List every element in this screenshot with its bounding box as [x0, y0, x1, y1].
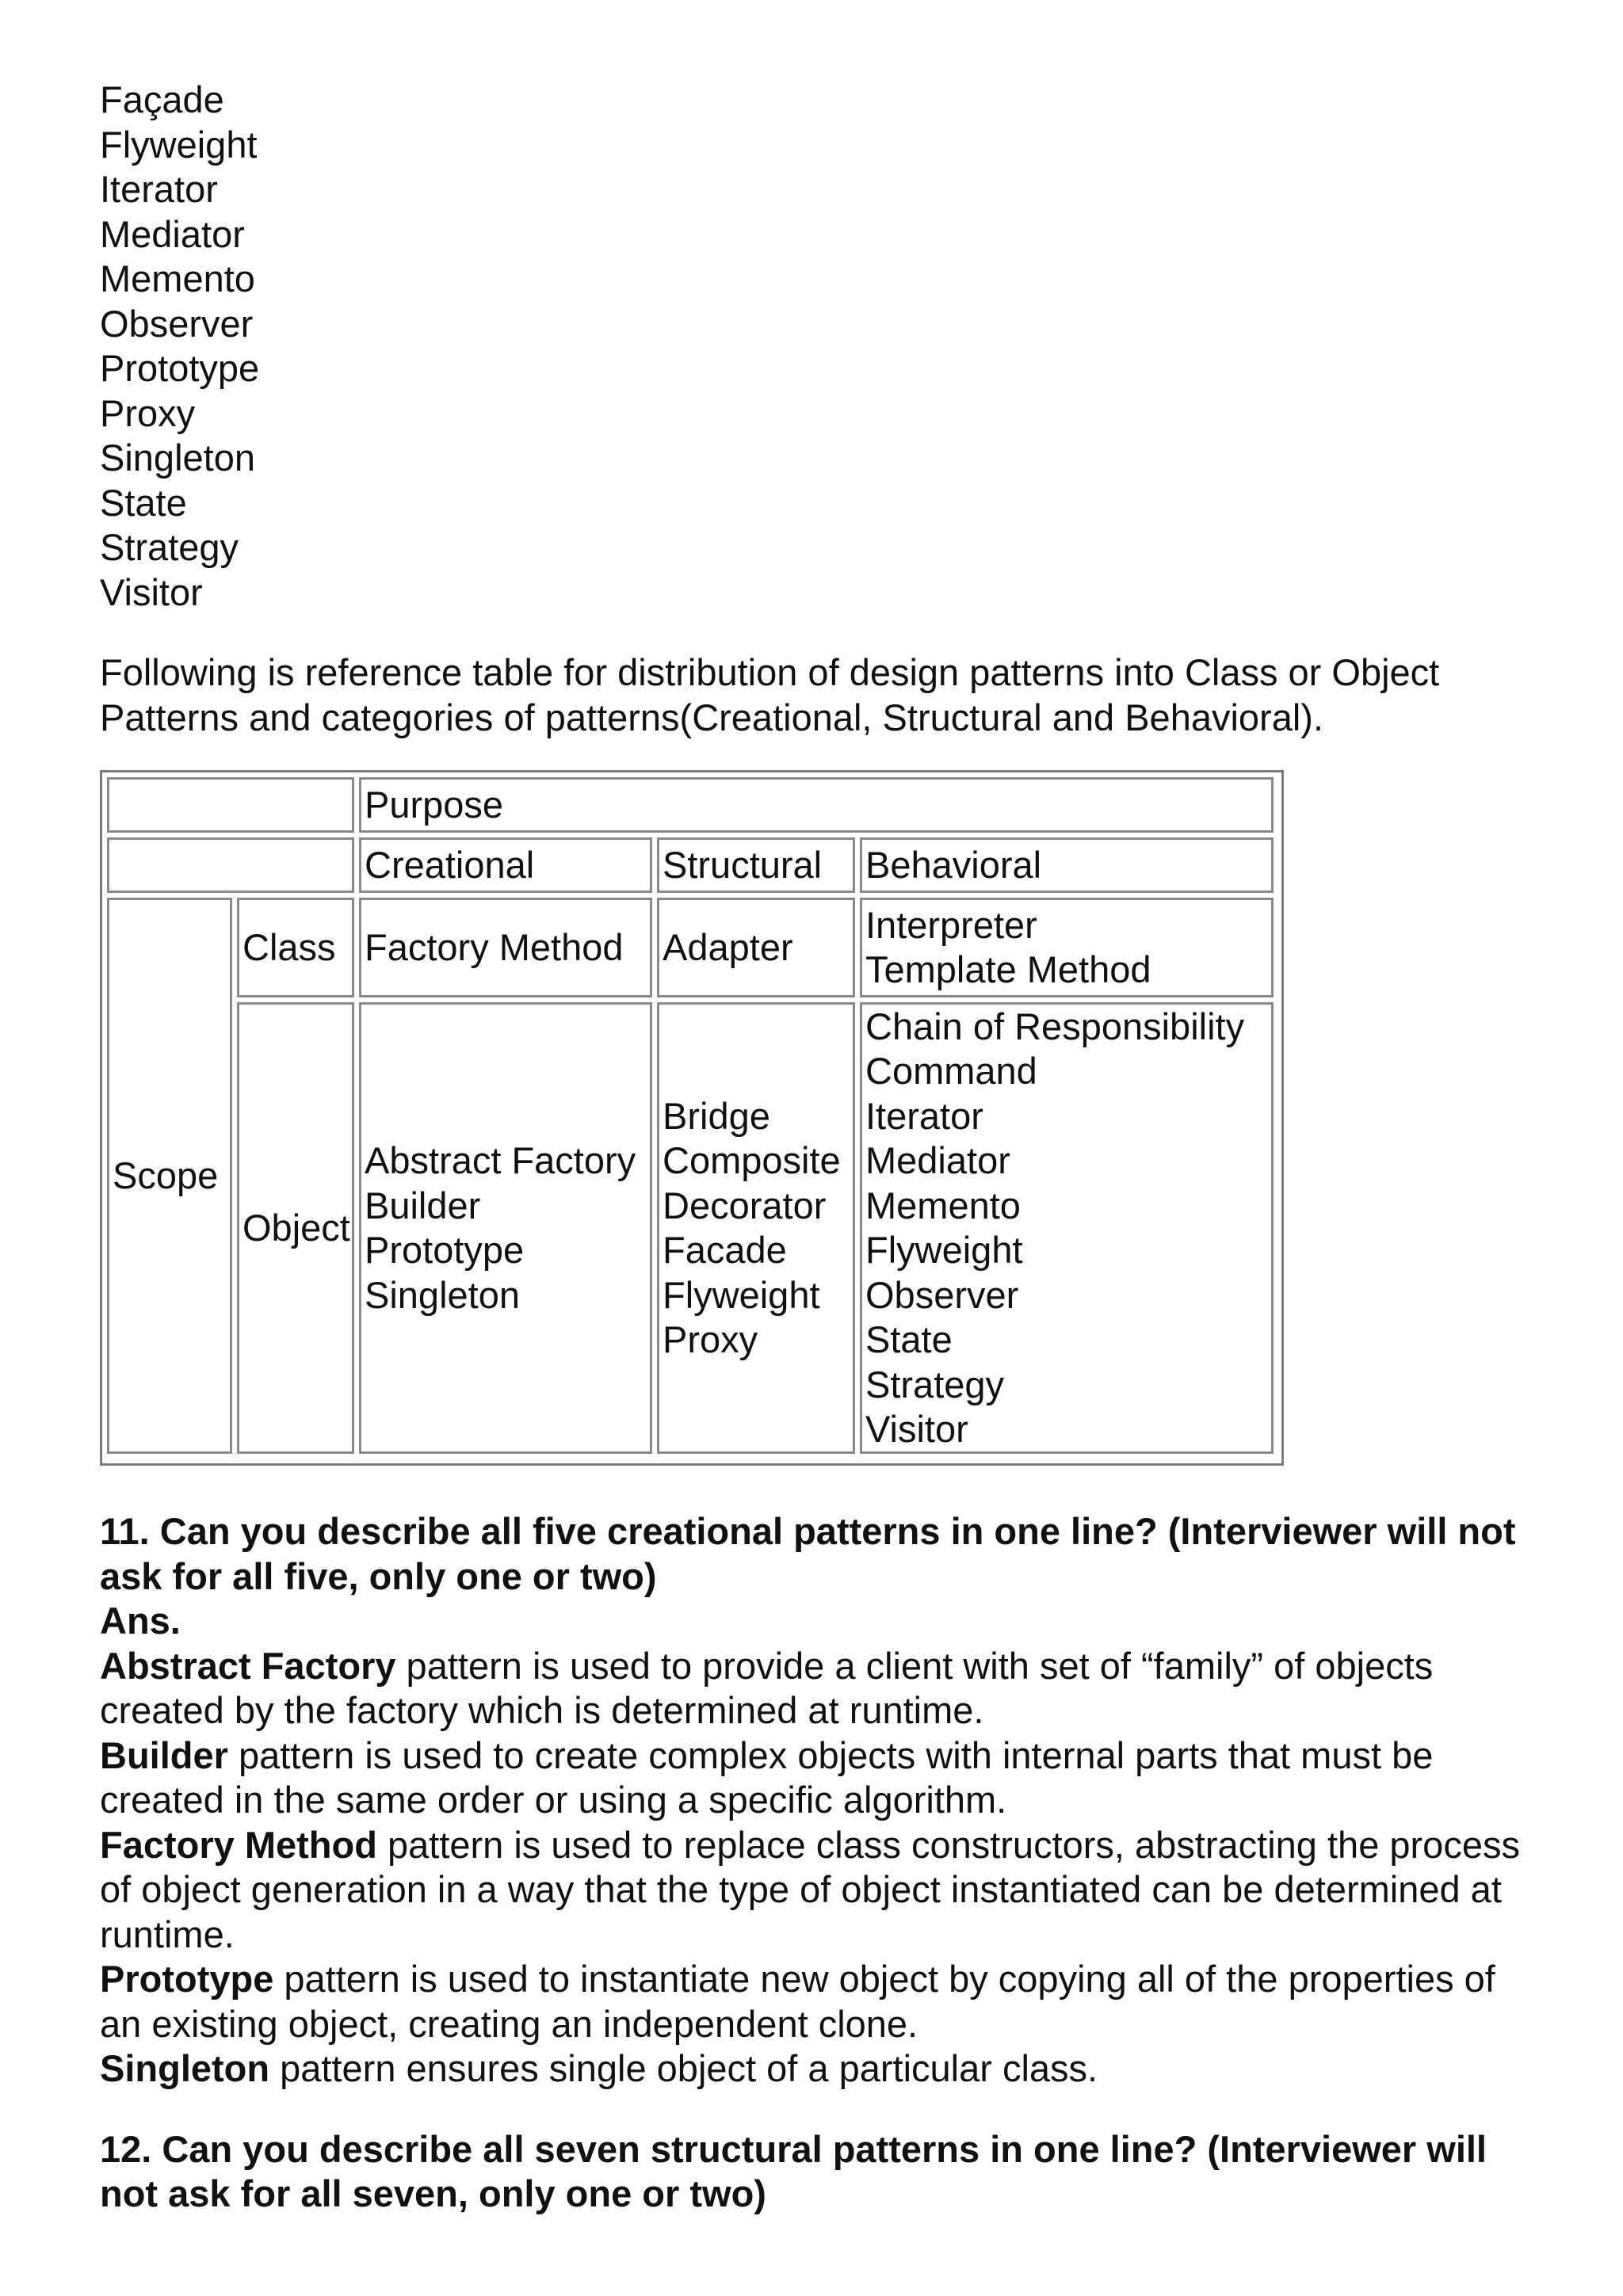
answer-term: Factory Method [100, 1823, 377, 1866]
table-corner-cell [107, 777, 354, 833]
class-behavioral-cell [860, 898, 1274, 997]
table-cell-item: Builder [365, 1184, 481, 1226]
class-structural-cell [657, 898, 855, 997]
answer-text: pattern is used to instantiate new object by copying all of the properties of an existing object, creating an independent clone. [100, 1958, 1495, 2045]
question-12: 12. Can you describe all seven structural patterns in one line? (Interviewer will not ask for all seven, only one or two) [100, 2127, 1487, 2214]
answer-item [100, 1823, 1534, 1958]
list-item: Iterator [100, 168, 218, 210]
table-cell-item: Facade [663, 1229, 787, 1271]
purpose-label: Purpose [365, 783, 504, 826]
table-cell-item: State [865, 1318, 953, 1360]
table-cell-item: Template Method [865, 948, 1151, 990]
list-item: Visitor [100, 570, 203, 613]
table-cell-item: Singleton [365, 1273, 520, 1316]
object-creational-cell [359, 1002, 652, 1454]
behavioral-label: Behavioral [865, 843, 1042, 886]
structural-header [657, 837, 855, 893]
document-page [100, 78, 1534, 2217]
list-item: Flyweight [100, 123, 258, 166]
answer-term: Singleton [100, 2047, 270, 2089]
object-behavioral-cell [860, 1002, 1274, 1454]
table-cell-item: Visitor [865, 1408, 968, 1450]
purpose-header [359, 777, 1274, 833]
answer-item [100, 1957, 1534, 2046]
scope-label: Scope [113, 1154, 219, 1196]
table-cell-item: Adapter [663, 925, 793, 968]
table-cell-item: Bridge [663, 1094, 770, 1137]
table-cell-item: Flyweight [663, 1273, 820, 1316]
list-item: Mediator [100, 212, 245, 255]
table-cell-item: Composite [663, 1139, 841, 1181]
patterns-table [100, 770, 1284, 1466]
answer-term: Builder [100, 1733, 228, 1776]
question-11: 11. Can you describe all five creational patterns in one line? (Interviewer will not ask for all five, only one or two) [100, 1510, 1516, 1597]
table-cell-item: Iterator [865, 1094, 983, 1137]
class-cell [237, 898, 354, 997]
table-cell-item: Factory Method [365, 925, 624, 968]
table-cell-item: Prototype [365, 1229, 525, 1271]
answers-block [100, 1644, 1534, 2092]
creational-label: Creational [365, 843, 535, 886]
table-cell-item: Observer [865, 1273, 1019, 1316]
table-cell-item: Flyweight [865, 1229, 1023, 1271]
object-label: Object [242, 1206, 350, 1249]
ans-label [100, 1599, 1534, 1644]
pattern-list [100, 78, 1534, 615]
table-cell-item: Strategy [865, 1363, 1005, 1405]
answer-term: Prototype [100, 1958, 274, 2000]
table-cell-item: Mediator [865, 1139, 1010, 1181]
ans-label-text: Ans. [100, 1600, 181, 1642]
table-cell-item: Proxy [663, 1318, 758, 1360]
table-cell-item: Command [865, 1050, 1037, 1092]
table-cell-item: Decorator [663, 1184, 827, 1226]
table-cell-item: Interpreter [865, 903, 1037, 946]
object-cell [237, 1002, 354, 1454]
list-item: State [100, 481, 187, 524]
list-item: Observer [100, 302, 254, 345]
answer-item [100, 1644, 1534, 1733]
answer-text: pattern is used to create complex objects with internal parts that must be created in the same order or using a specific algorithm. [100, 1733, 1434, 1821]
scope-cell [107, 898, 232, 1454]
table-corner-cell [107, 837, 354, 893]
answer-item [100, 1733, 1534, 1823]
list-item: Strategy [100, 526, 239, 568]
list-item: Façade [100, 78, 224, 120]
creational-header [359, 837, 652, 893]
answer-text: pattern ensures single object of a particular class. [269, 2047, 1098, 2089]
object-structural-cell [657, 1002, 855, 1454]
table-cell-item: Chain of Responsibility [865, 1005, 1245, 1047]
table-cell-item: Memento [865, 1184, 1021, 1226]
intro-paragraph: Following is reference table for distribution of design patterns into Class or Object Patterns and categories of patterns(Creational, Structural and Behavioral). [100, 651, 1440, 738]
answer-item [100, 2046, 1534, 2092]
structural-label: Structural [663, 843, 823, 886]
list-item: Proxy [100, 391, 196, 434]
behavioral-header [860, 837, 1274, 893]
class-label: Class [242, 925, 336, 968]
list-item: Memento [100, 257, 255, 299]
answer-text: pattern is used to replace class constructors, abstracting the process of object generation in a way that the type of object instantiated can be determined at runtime. [100, 1823, 1520, 1955]
list-item: Singleton [100, 437, 255, 479]
class-creational-cell [359, 898, 652, 997]
answer-text: pattern is used to provide a client with set of “family” of objects created by the factory which is determined at runtime. [100, 1644, 1434, 1731]
table-cell-item: Abstract Factory [365, 1139, 636, 1181]
list-item: Prototype [100, 347, 260, 389]
answer-term: Abstract Factory [100, 1644, 396, 1687]
